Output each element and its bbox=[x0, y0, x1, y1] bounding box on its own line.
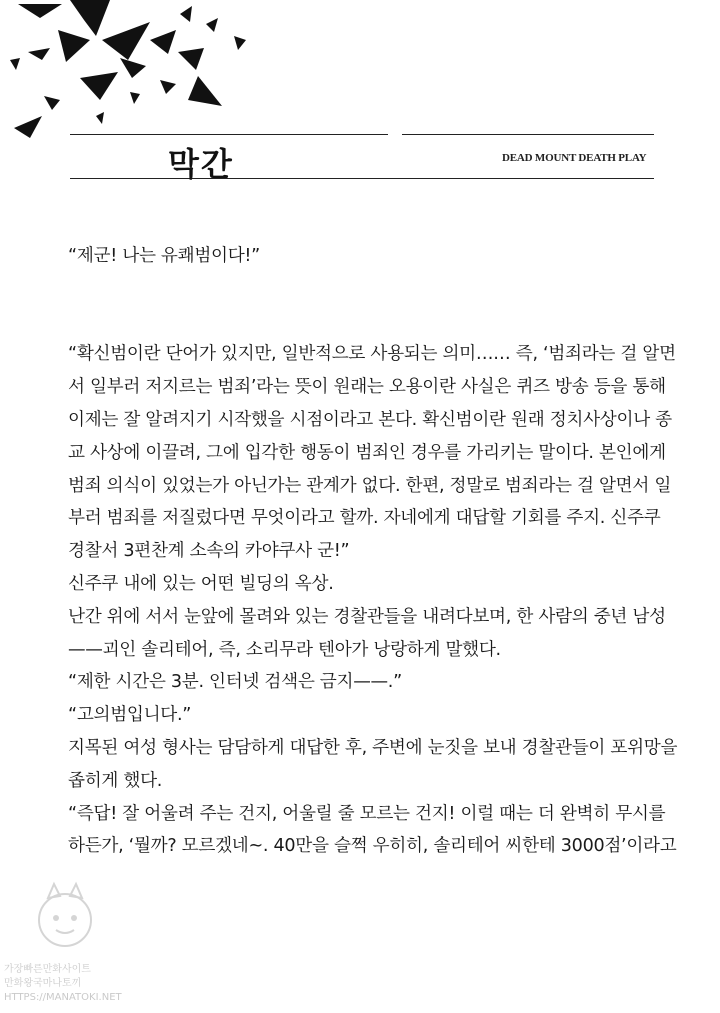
header-rule bbox=[70, 134, 388, 135]
text-line: 난간 위에 서서 눈앞에 몰려와 있는 경찰관들을 내려다보며, 한 사람의 중년 남성 bbox=[68, 606, 666, 627]
book-title: DEAD MOUNT DEATH PLAY bbox=[502, 152, 647, 164]
paragraph bbox=[68, 338, 676, 568]
text-line: 교 사상에 이끌려, 그에 입각한 행동이 범죄인 경우를 가리키는 말이다. 본인에게 bbox=[68, 442, 666, 463]
paragraph bbox=[68, 798, 677, 864]
header-rule bbox=[70, 178, 654, 179]
text-line: 신주쿠 내에 있는 어떤 빌딩의 옥상. bbox=[68, 573, 334, 594]
paragraph bbox=[68, 568, 658, 601]
watermark bbox=[0, 880, 130, 1013]
text-line: 하든가, ‘뭘까? 모르겠네~. 40만을 슬쩍 우히히, 솔리테어 씨한테 3000점’이라고 bbox=[68, 836, 677, 857]
text-line: 서 일부러 저지르는 범죄’라는 뜻이 원래는 오용이란 사실은 퀴즈 방송 등을 통해 bbox=[68, 377, 666, 398]
paragraph-gap bbox=[68, 306, 658, 339]
text-line: 부러 범죄를 저질렀다면 무엇이라고 할까. 자네에게 대답할 기회를 주지. 신주쿠 bbox=[68, 508, 661, 529]
text-line: 경찰서 3편찬계 소속의 카야쿠사 군!” bbox=[68, 541, 350, 562]
text-line: 이제는 잘 알려지기 시작했을 시점이라고 본다. 확신범이란 원래 정치사상이나 종 bbox=[68, 409, 672, 430]
text-line: 범죄 의식이 있었는가 아닌가는 관계가 없다. 한편, 정말로 범죄라는 걸 알면서 일 bbox=[68, 475, 672, 496]
text-line: “확신범이란 단어가 있지만, 일반적으로 사용되는 의미…… 즉, ‘범죄라는 걸 알면 bbox=[68, 344, 676, 365]
text-line: “즉답! 잘 어울려 주는 건지, 어울릴 줄 모르는 건지! 이럴 때는 더 완벽히 무시를 bbox=[68, 803, 666, 824]
paragraph bbox=[68, 699, 658, 732]
paragraph bbox=[68, 666, 658, 699]
header-rule bbox=[402, 134, 654, 135]
text-line: ——괴인 솔리테어, 즉, 소리무라 텐아가 낭랑하게 말했다. bbox=[68, 639, 501, 660]
body-text bbox=[68, 240, 678, 863]
text-line: “고의범입니다.” bbox=[68, 705, 192, 726]
watermark-text: 만화왕국마나토끼 bbox=[4, 978, 82, 989]
text-line: “제군! 나는 유쾌범이다!” bbox=[68, 246, 260, 266]
text-line: “제한 시간은 3분. 인터넷 검색은 금지——.” bbox=[68, 672, 402, 693]
paragraph-gap bbox=[68, 273, 658, 306]
watermark-text: 가장빠른만화사이트 bbox=[4, 964, 91, 975]
watermark-text: HTTPS://MANATOKI.NET bbox=[4, 992, 122, 1003]
text-line: 지목된 여성 형사는 담담하게 대답한 후, 주변에 눈짓을 보내 경찰관들이 포위망을 bbox=[68, 737, 678, 758]
paragraph bbox=[68, 240, 658, 273]
text-line: 좁히게 했다. bbox=[68, 770, 163, 791]
paragraph bbox=[68, 732, 678, 798]
chapter-title: 막간 bbox=[168, 145, 234, 183]
watermark-mascot-icon bbox=[20, 880, 110, 960]
paragraph bbox=[68, 601, 666, 667]
chapter-header bbox=[0, 0, 720, 190]
